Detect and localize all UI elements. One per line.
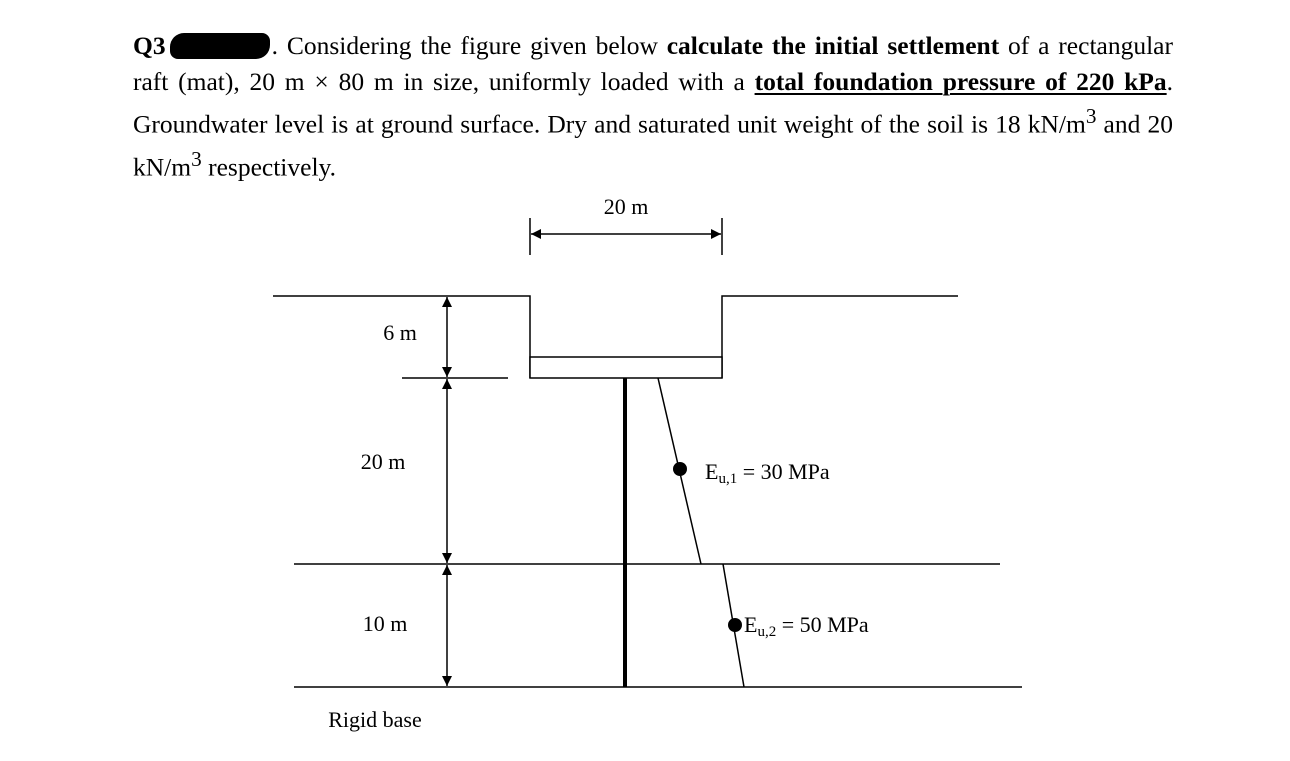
question-part-4: and 20 kN/m	[133, 109, 1173, 182]
modulus-point-layer-2	[728, 618, 742, 632]
raft-foundation	[530, 357, 722, 378]
superscript-1: 3	[1085, 104, 1097, 128]
question-part-3: . Groundwater level is at ground surface. Dry and saturated unit weight of the soil is 18 kN/m	[133, 66, 1174, 139]
question-part-2: of a rectangular raft (mat), 20 m × 80 m in size, uniformly loaded with a	[133, 31, 1173, 96]
superscript-2: 3	[191, 147, 202, 171]
question-emphasis-settlement: calculate the initial settlement	[666, 31, 1000, 60]
modulus-point-layer-1	[673, 462, 687, 476]
depth-10m-label: 10 m	[362, 611, 408, 636]
modulus-label-layer-1: Eu,1 = 30 MPa	[705, 459, 830, 487]
rigid-base-label: Rigid base	[328, 707, 422, 732]
question-part-1: . Considering the figure given below	[271, 31, 667, 60]
modulus-label-layer-2: Eu,2 = 50 MPa	[744, 612, 869, 640]
question-part-5: respectively.	[201, 152, 337, 182]
ground-surface-right	[722, 296, 958, 378]
question-emphasis-pressure: total foundation pressure of 220 kPa	[754, 66, 1167, 96]
depth-20m-label: 20 m	[360, 449, 406, 474]
width-label: 20 m	[603, 194, 649, 219]
depth-6m-label: 6 m	[383, 320, 417, 345]
question-number: Q3	[133, 31, 166, 60]
